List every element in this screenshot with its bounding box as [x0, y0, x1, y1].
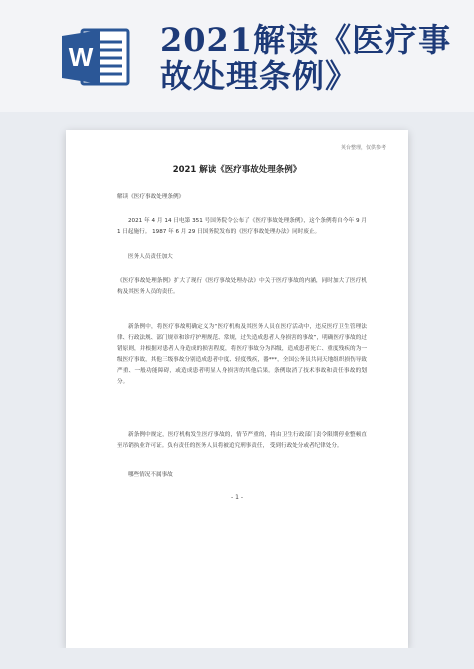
paragraph: 《医疗事故处理条例》扩大了现行《医疗事故处理办法》中关于医疗事故的内涵，同时加大了医疗机构及其医务人员的责任。: [117, 278, 367, 295]
paragraph: 新条例中规定，医疗机构发生医疗事故的，情节严重的，将由卫生行政部门责令限期停业整顿直至吊销执业许可证。负有责任的医务人员将被追究刑事责任， 受到行政处分或者纪律处分。: [117, 432, 367, 449]
page-heading: 2021 解读《医疗事故处理条例》: [172, 165, 302, 175]
word-logo-letter: W: [68, 42, 94, 72]
section-heading: 医务人员责任加大: [128, 254, 173, 260]
paragraph: 2021 年 4 月 14 日电第 351 号国务院令公布了《医疗事故处理条例》，这个条例将自今年 9 月 1 日起施行。 1987 年 6 月 29 日国务院发布的《医疗事故处理办法》同时废止。: [117, 218, 367, 235]
word-document-icon: [60, 26, 132, 88]
paragraph: 新条例中，将医疗事故明确定义为“医疗机构及其医务人员在医疗活动中，违反医疗卫生管理法律、行政法规、部门规章和诊疗护理规范、常规，过失造成患者人身损害的事故”，明确医疗事故的过错原则，并根据对患者人身造成的损害程度，将医疗事故分为四级，造成患者死亡、重度残疾的为一级医疗事故，其他三级事故分别造成患者中度、轻度残疾，器***，全国公务员共同天地组织损伤导致严重、一般功能障碍，或造成患者明显人身损害的其他后果。条例取消了技术事故和责任事故的划分。: [117, 324, 367, 385]
page-number: - 1 -: [231, 494, 243, 501]
section-heading: 哪些情况不属事故: [128, 472, 173, 478]
document-title: 2021解读《医疗事故处理条例》: [160, 21, 452, 95]
footer-strip: [0, 648, 474, 669]
paragraph: 解读《医疗事故处理条例》: [117, 194, 185, 200]
document-page: [66, 130, 408, 648]
preview-header: [0, 0, 474, 112]
page-note: 英台整理，仅供参考: [340, 145, 386, 151]
